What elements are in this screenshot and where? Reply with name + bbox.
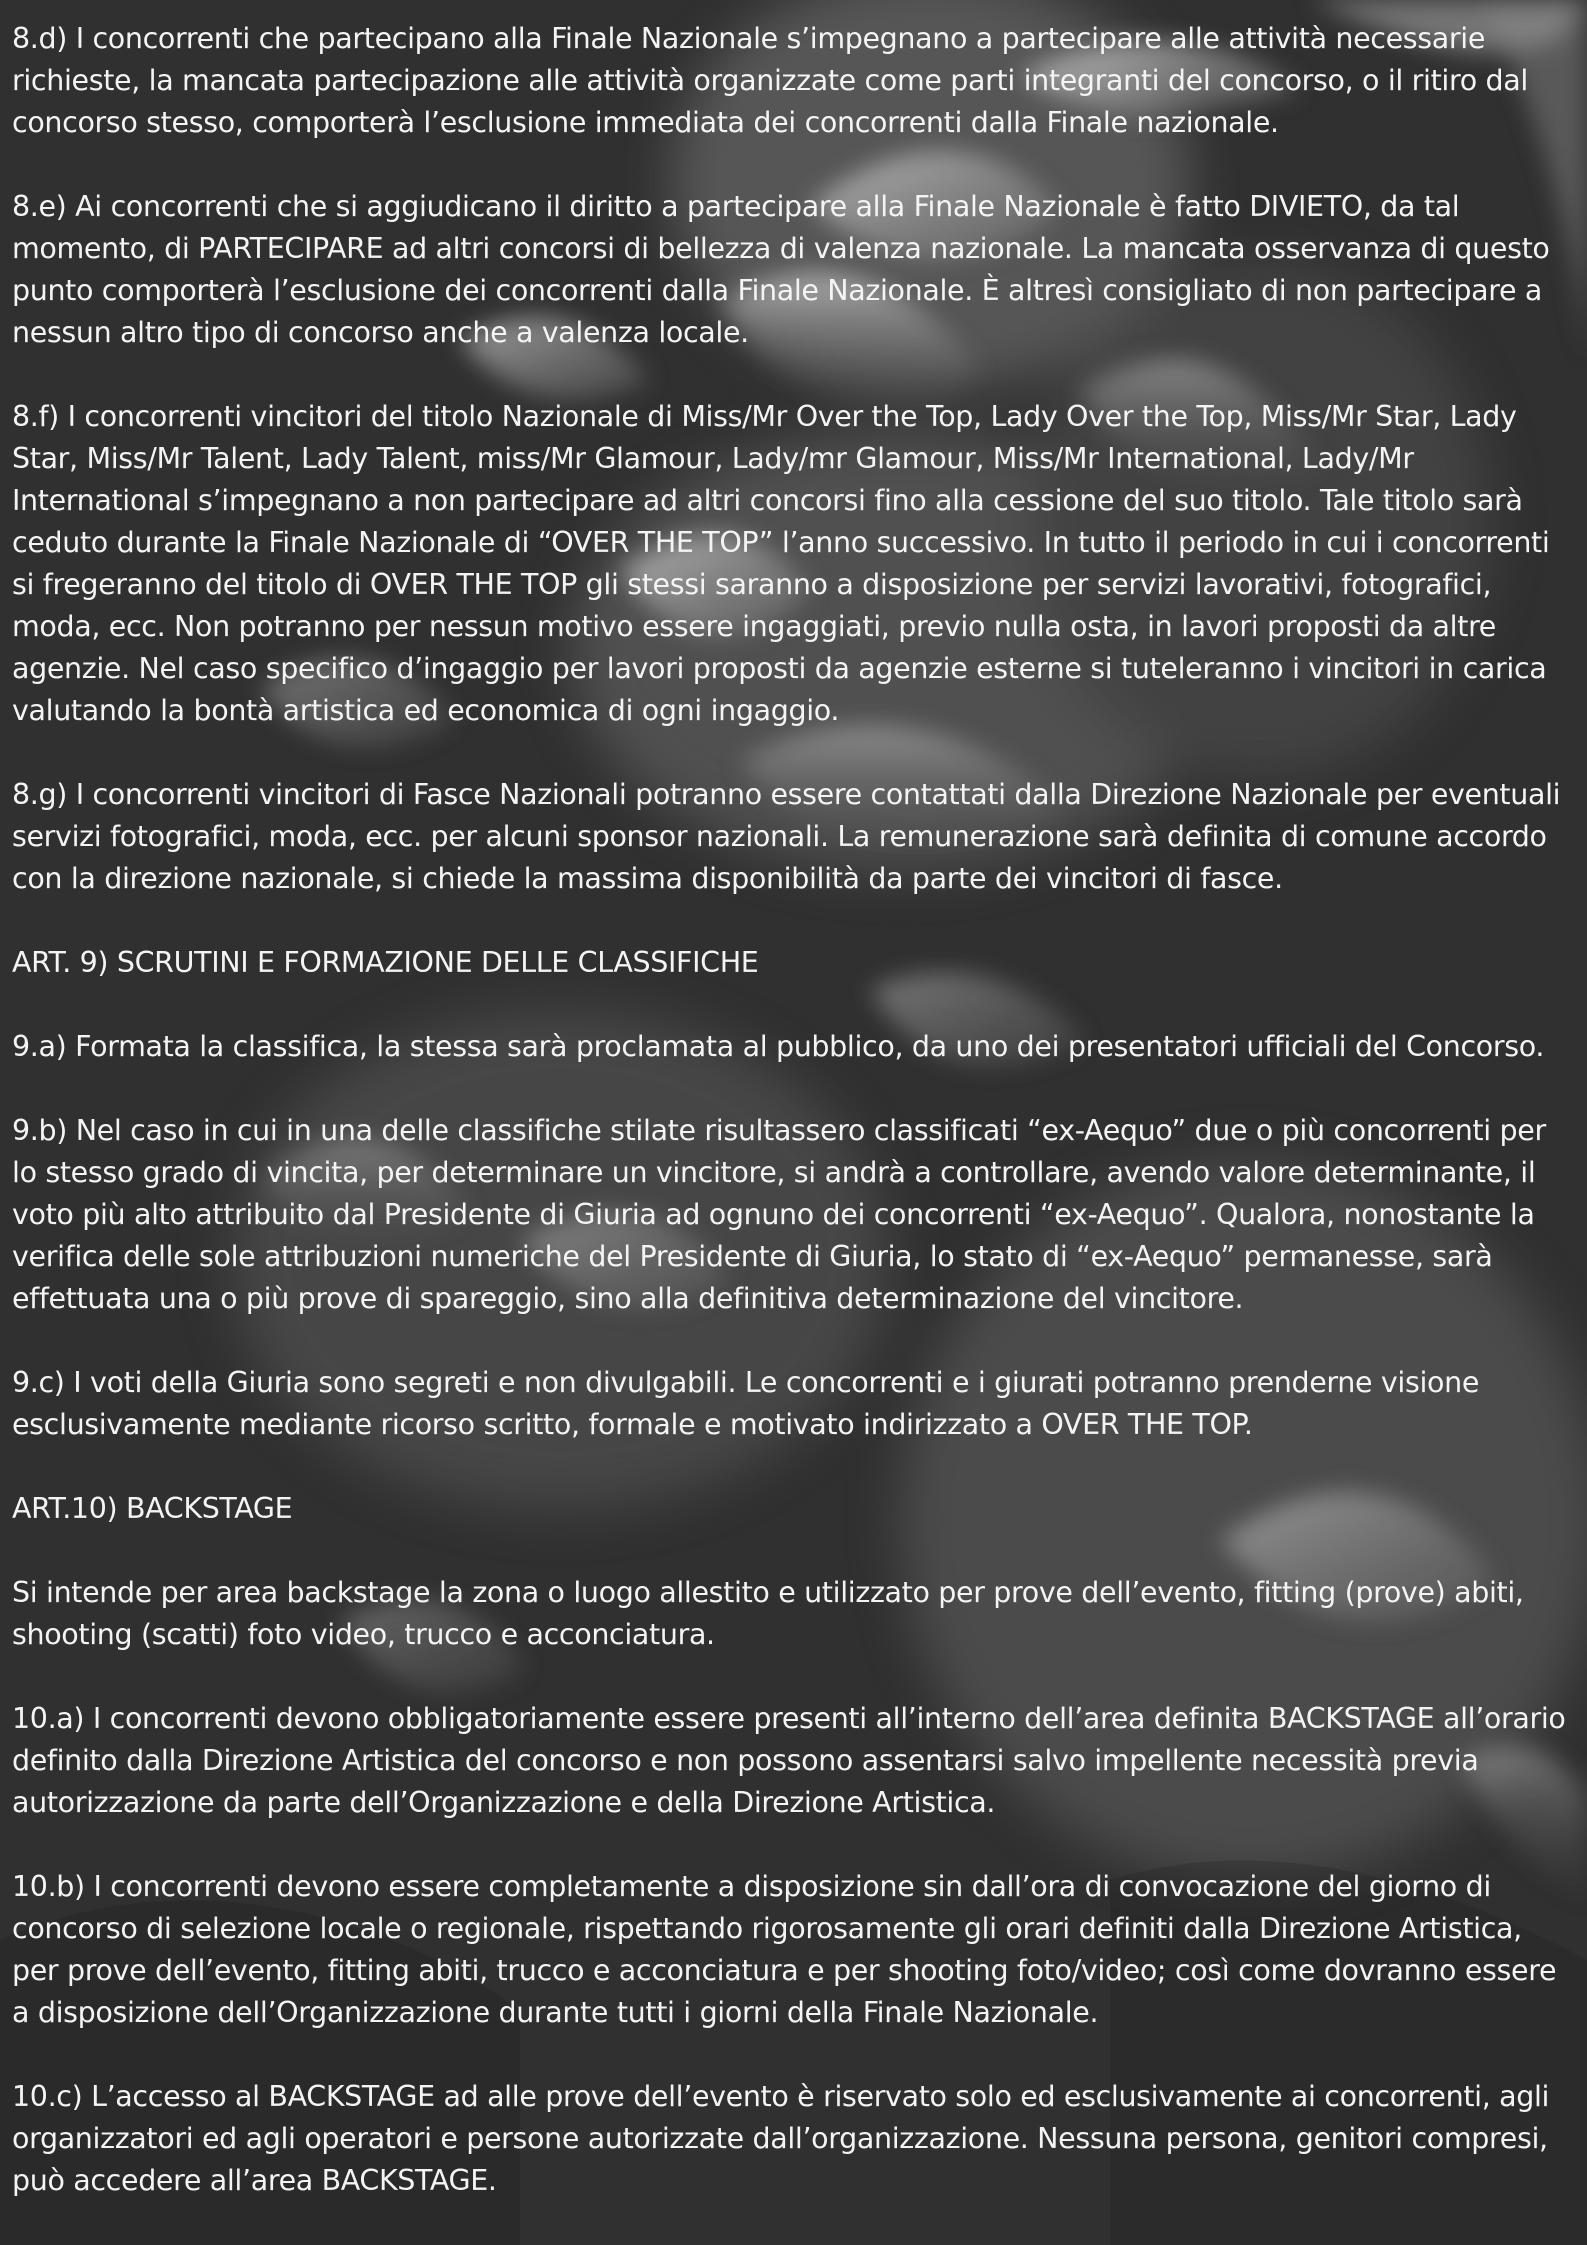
paragraph-backstage-definition: Si intende per area backstage la zona o luogo allestito e utilizzato per prove dell’evento, fitting (prove) abiti, shooting (scatti) foto video, trucco e acconciatura. xyxy=(12,1576,1524,1651)
paragraph-8f: 8.f) I concorrenti vincitori del titolo Nazionale di Miss/Mr Over the Top, Lady Over the Top, Miss/Mr Star, Lady Star, Miss/Mr Talent, Lady Talent, miss/Mr Glamour, Lady/mr Glamour, Miss/Mr International, Lady/Mr International s’impegnano a non partecipare ad altri concorsi fino alla cessione del suo titolo. Tale titolo sarà ceduto durante la Finale Nazionale di “OVER THE TOP” l’anno successivo. In tutto il periodo in cui i concorrenti si fregeranno del titolo di OVER THE TOP gli stessi saranno a disposizione per servizi lavorativi, fotografici, moda, ecc. Non potranno per nessun motivo essere ingaggiati, previo nulla osta, in lavori proposti da altre agenzie. Nel caso specifico d’ingaggio per lavori proposti da agenzie esterne si tuteleranno i vincitori in carica valutando la bontà artistica ed economica di ogni ingaggio. xyxy=(12,400,1550,727)
section-heading-art-10: ART.10) BACKSTAGE xyxy=(12,1492,293,1525)
paragraph-8d: 8.d) I concorrenti che partecipano alla Finale Nazionale s’impegnano a partecipare alle attività necessarie richieste, la mancata partecipazione alle attività organizzate come parti integranti del concorso, o il ritiro dal concorso stesso, comporterà l’esclusione immediata dei concorrenti dalla Finale nazionale. xyxy=(12,22,1528,139)
paragraph-8g: 8.g) I concorrenti vincitori di Fasce Nazionali potranno essere contattati dalla Direzione Nazionale per eventuali servizi fotografici, moda, ecc. per alcuni sponsor nazionali. La remunerazione sarà definita di comune accordo con la direzione nazionale, si chiede la massima disponibilità da parte dei vincitori di fasce. xyxy=(12,778,1561,895)
paragraph-9b: 9.b) Nel caso in cui in una delle classifiche stilate risultassero classificati “ex-Aequo” due o più concorrenti per lo stesso grado di vincita, per determinare un vincitore, si andrà a controllare, avendo valore determinante, il voto più alto attribuito dal Presidente di Giuria ad ognuno dei concorrenti “ex-Aequo”. Qualora, nonostante la verifica delle sole attribuzioni numeriche del Presidente di Giuria, lo stato di “ex-Aequo” permanesse, sarà effettuata una o più prove di spareggio, sino alla definitiva determinazione del vincitore. xyxy=(12,1114,1546,1315)
paragraph-10a: 10.a) I concorrenti devono obbligatoriamente essere presenti all’interno dell’area definita BACKSTAGE all’orario definito dalla Direzione Artistica del concorso e non possono assentarsi salvo impellente necessità previa autorizzazione da parte dell’Organizzazione e della Direzione Artistica. xyxy=(12,1702,1566,1819)
paragraph-10c: 10.c) L’accesso al BACKSTAGE ad alle prove dell’evento è riservato solo ed esclusivamente ai concorrenti, agli organizzatori ed agli operatori e persone autorizzate dall’organizzazione. Nessuna persona, genitori compresi, può accedere all’area BACKSTAGE. xyxy=(12,2080,1550,2197)
paragraph-9c: 9.c) I voti della Giuria sono segreti e non divulgabili. Le concorrenti e i giurati potranno prenderne visione esclusivamente mediante ricorso scritto, formale e motivato indirizzato a OVER THE TOP. xyxy=(12,1366,1480,1441)
paragraph-10b: 10.b) I concorrenti devono essere completamente a disposizione sin dall’ora di convocazione del giorno di concorso di selezione locale o regionale, rispettando rigorosamente gli orari definiti dalla Direzione Artistica, per prove dell’evento, fitting abiti, trucco e acconciatura e per shooting foto/video; così come dovranno essere a disposizione dell’Organizzazione durante tutti i giorni della Finale Nazionale. xyxy=(12,1870,1557,2029)
section-heading-art-9: ART. 9) SCRUTINI E FORMAZIONE DELLE CLASSIFICHE xyxy=(12,946,759,979)
paragraph-9a: 9.a) Formata la classifica, la stessa sarà proclamata al pubblico, da uno dei presentatori ufficiali del Concorso. xyxy=(12,1030,1545,1063)
paragraph-8e: 8.e) Ai concorrenti che si aggiudicano il diritto a partecipare alla Finale Nazionale è fatto DIVIETO, da tal momento, di PARTECIPARE ad altri concorsi di bellezza di valenza nazionale. La mancata osservanza di questo punto comporterà l’esclusione dei concorrenti dalla Finale Nazionale. È altresì consigliato di non partecipare a nessun altro tipo di concorso anche a valenza locale. xyxy=(12,190,1550,349)
document-body xyxy=(12,18,1575,2202)
